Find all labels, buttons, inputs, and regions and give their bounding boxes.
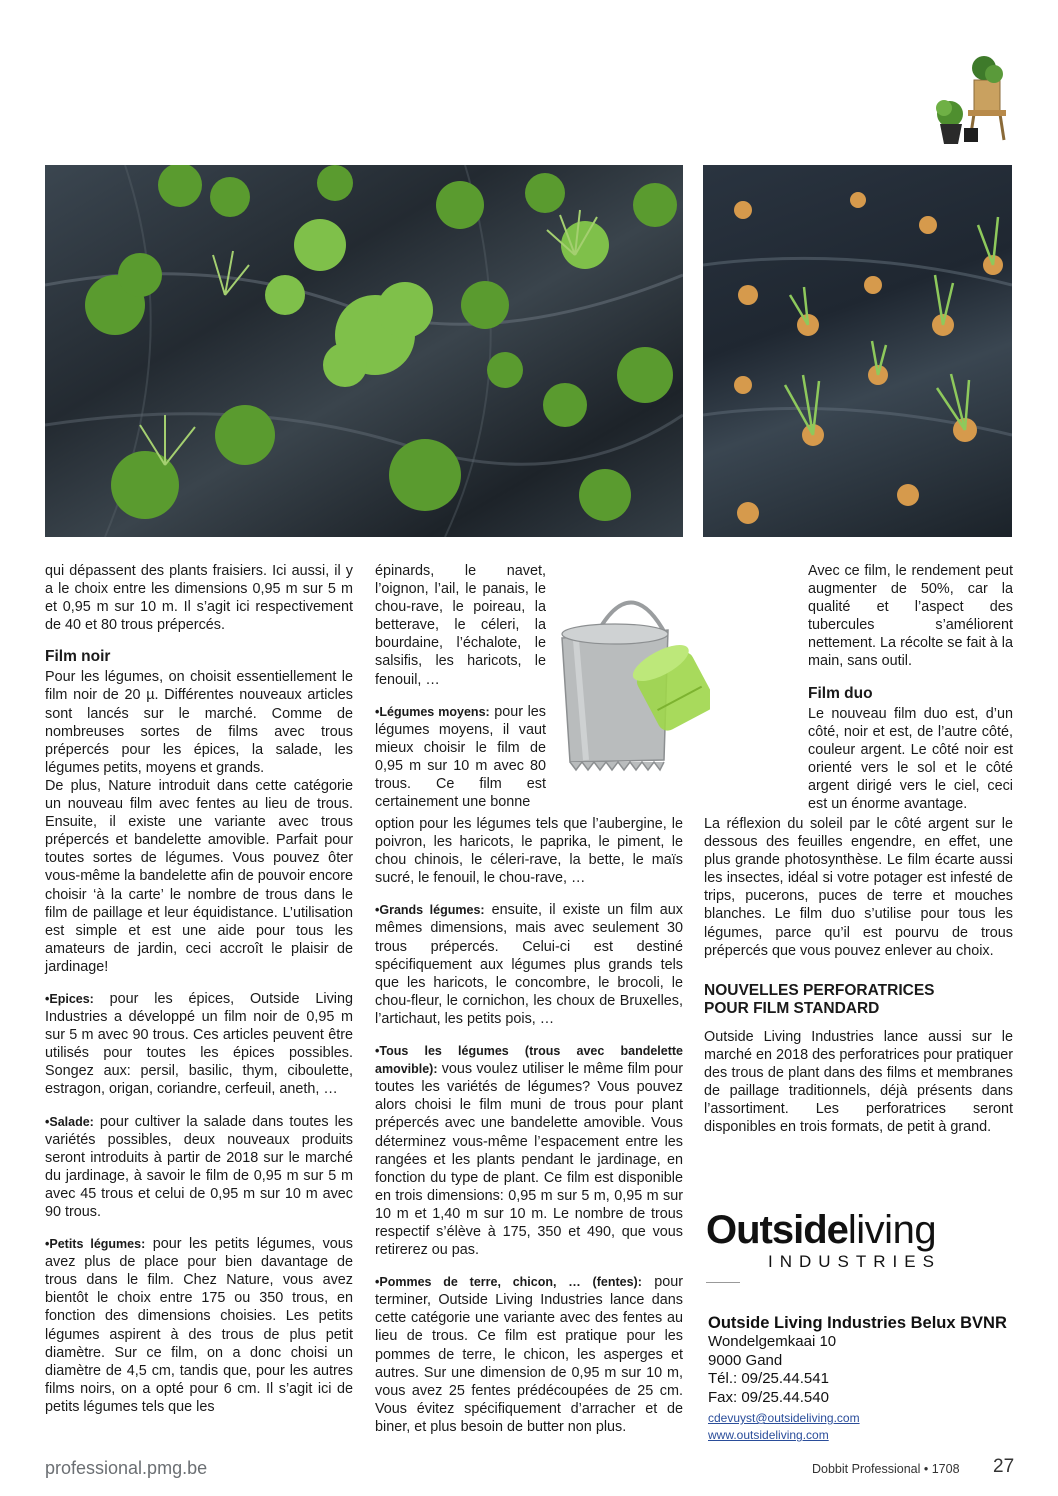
column-2-upper [375,562,546,811]
paragraph: option pour les légumes tels que l’aubergine, le poivron, les haricots, le paprika, le piment, le chou chinois, le céleri-rave, la bette, le maïs sucré, le fenouil, le chou-rave, … [375,816,683,887]
paragraph-legumes-moyens [375,703,546,812]
bullet-text: pour les légumes moyens, il vaut mieux choisir le film de 0,95 m sur 10 m avec 80 trous. Ce film est certainement une bonne [375,703,546,811]
onions-in-plastic-mulch-photo [703,165,1012,537]
paragraph: qui dépassent des plants fraisiers. Ici aussi, il y a le choix entre les dimensions 0,95 m sur 5 m et 0,95 m sur 10 m. Il s’agit ici respectivement de 40 et 80 trous prépercés. [45,563,353,634]
logo-word-outside: Outside [706,1208,848,1252]
paragraph-epices [45,990,353,1099]
bullet-label: •Epices: [45,991,94,1006]
bullet-label: •Légumes moyens: [375,704,490,719]
contact-tel: Tél.: 09/25.44.541 [708,1370,829,1387]
bullet-label: •Grands légumes: [375,903,485,918]
garden-chair-plant-icon [924,52,1014,148]
paragraph: Outside Living Industries lance aussi sur le marché en 2018 des perforatrices pour pratiquer des trous de plant dans des films et membranes de paillage traditionnels, déjà présents dans l’assortiment. Les perforatrices seront disponibles en trois formats, de petit à grand. [704,1028,1013,1136]
logo-word-industries: INDUSTRIES [768,1252,941,1271]
bullet-text: pour les épices, Outside Living Industries a développé un film noir de 0,95 m sur 5 m avec 90 trous. Ces articles peuvent être utilisés pour toutes les épices possibles. Songez aux: persil, basilic, thym, ciboulette, estragon, origan, coriandre, cerfeuil, aneth, … [45,990,353,1098]
bullet-text: pour terminer, Outside Living Industries lance dans cette catégorie une variante avec des fentes au lieu de trous. Ce film est pratique pour les pommes de terre, le chicon, les asperges et autres. Sur une dimension de 0,95 m sur 10 m, vous avez 25 fentes prédécoupées de 25 cm. Vous évitez spécifiquement d’arracher et de biner, et plus besoin de butter non plus. [375,1274,683,1435]
column-3-lower [704,815,1013,1146]
paragraph: Pour les légumes, on choisit essentiellement le film noir de 20 µ. Différentes nouveaux articles sont lancés sur le marché. Comme de nombreuses sortes de films avec trous prépercés pour les épices, la salade, les légumes petits, moyens et grands. [45,669,353,776]
divider [706,1282,740,1283]
column-3-upper [808,562,1013,813]
bullet-label: •Petits légumes: [45,1237,146,1252]
column-2-lower [375,815,683,1446]
footer-page-number: 27 [993,1456,1015,1477]
hole-punch-tool-photo [556,580,710,780]
section-heading-film-noir: Film noir [45,648,111,666]
bullet-text: pour les petits légumes, vous avez plus de place pour bien davantage de trous dans le film. Chez Nature, vous avez bientôt le choix entre 175 ou 350 trous, en fonction des dimensions choisies. Les petits légumes aspirent à des trous de plus petit diamètre. Sur ce film, on a donc choisi un diamètre de 4,5 cm, tandis que, pour les autres films noirs, on a opté pour 6 cm. Il s’agit ici de petits légumes tels que les [45,1236,354,1415]
section-title-line-1: NOUVELLES PERFORATRICES [704,981,935,999]
paragraph-grands-legumes [375,901,683,1028]
section-heading-film-duo: Film duo [808,684,873,702]
contact-block [708,1313,1014,1444]
paragraph-salade [45,1113,353,1222]
bullet-text: pour cultiver la salade dans toutes les variétés possibles, deux nouveaux produits seront introduits à partir de 2018 sur le marché du jardinage, à savoir le film de 0,95 m sur 5 m avec 45 trous et celui de 0,95 m sur 10 m avec 90 trous. [45,1113,353,1220]
bullet-text: vous voulez utiliser le même film pour toutes les variétés de légumes? Vous pouvez alors choisi le film muni de trous pour plant prépercés avec une bandelette amovible. Vous déterminez vous-même l’espacement entre les rangées et les plants pendant le jardinage, en fonction du type de plant. Ce film est disponible en trois dimensions: 0,95 m sur 5 m, 0,95 m sur 10 m et 1,40 m sur 10 m. Le nombre de trous respectif s’élève à 175, 350 et 490, que vous retirerez ou pas. [375,1061,683,1259]
paragraph: Avec ce film, le rendement peut augmenter de 50%, car la qualité et l’aspect des tubercules s’améliorent nettement. La récolte se fait à la main, sans outil. [808,563,1013,670]
paragraph-pommes-de-terre [375,1273,683,1436]
paragraph-petits-legumes [45,1235,353,1416]
bullet-label: •Salade: [45,1114,94,1129]
bullet-text: ensuite, il existe un film aux mêmes dimensions, mais avec seulement 30 trous prépercés. Celui-ci est destiné spécifiquement aux légumes plus grands tels que les haricots, le concombre, le brocoli, le chou-fleur, le cornichon, les choux de Bruxelles, l’artichaut, les petits pois, … [375,902,684,1027]
contact-email-link[interactable]: cdevuyst@outsideliving.com [708,1411,860,1425]
column-1 [45,562,353,1426]
paragraph: Le nouveau film duo est, d’un côté, noir et est, de l’autre côté, couleur argent. Le côté noir est orienté vers le sol et le côté argent dirigé vers le ciel, ceci est un énorme avantage. [808,705,1013,813]
contact-street: Wondelgemkaai 10 [708,1333,837,1350]
bullet-label: •Pommes de terre, chicon, … (fentes): [375,1275,642,1290]
footer-site[interactable]: professional.pmg.be [45,1458,208,1478]
herbs-in-plastic-mulch-photo [45,165,683,537]
contact-company: Outside Living Industries Belux BVNR [708,1314,1007,1332]
paragraph: épinards, le navet, l’oignon, l’ail, le panais, le chou-rave, le poireau, la betterave, le céleri, la bourdaine, l’échalote, le salsifis, les haricots, le fenouil, … [375,563,546,688]
footer-magazine: Dobbit Professional • 1708 [812,1462,960,1476]
bullet-label: •Tous les légumes (trous avec bandelette amovible): [375,1044,683,1077]
contact-fax: Fax: 09/25.44.540 [708,1388,829,1406]
logo-word-living: living [847,1208,937,1252]
section-title [704,982,1013,1018]
outside-living-logo [706,1208,1012,1278]
contact-city: 9000 Gand [708,1351,783,1369]
paragraph: La réflexion du soleil par le côté argent sur le dessous des feuilles engendre, en effet, une plus grande photosynthèse. Le film écarte aussi les insectes, idéal si votre potager est infesté de trips, pucerons, puces de terre et mouches blanches. Le film duo s’utilise pour tous les légumes, parce qu’il est pourvu de trous prépercés que vous pouvez enlever au choix. [704,816,1013,959]
contact-website-link[interactable]: www.outsideliving.com [708,1428,829,1442]
section-title-line-2: POUR FILM STANDARD [704,999,880,1017]
paragraph: De plus, Nature introduit dans cette catégorie un nouveau film avec fentes au lieu de trous. Ensuite, il existe une variante avec trous prépercés et bandelette amovible. Parfait pour toutes sortes de légumes. Vous pouvez ôter vous-même la bandelette afin de pouvoir encore choisir ‘à la carte’ le nombre de trous dans le film de paillage et leur équidistance. L’utilisation est simple et est une aide pour tous les amateurs de jardin, ceci accroît le plaisir de jardinage! [45,777,353,975]
paragraph-tous-les-legumes [375,1042,683,1259]
